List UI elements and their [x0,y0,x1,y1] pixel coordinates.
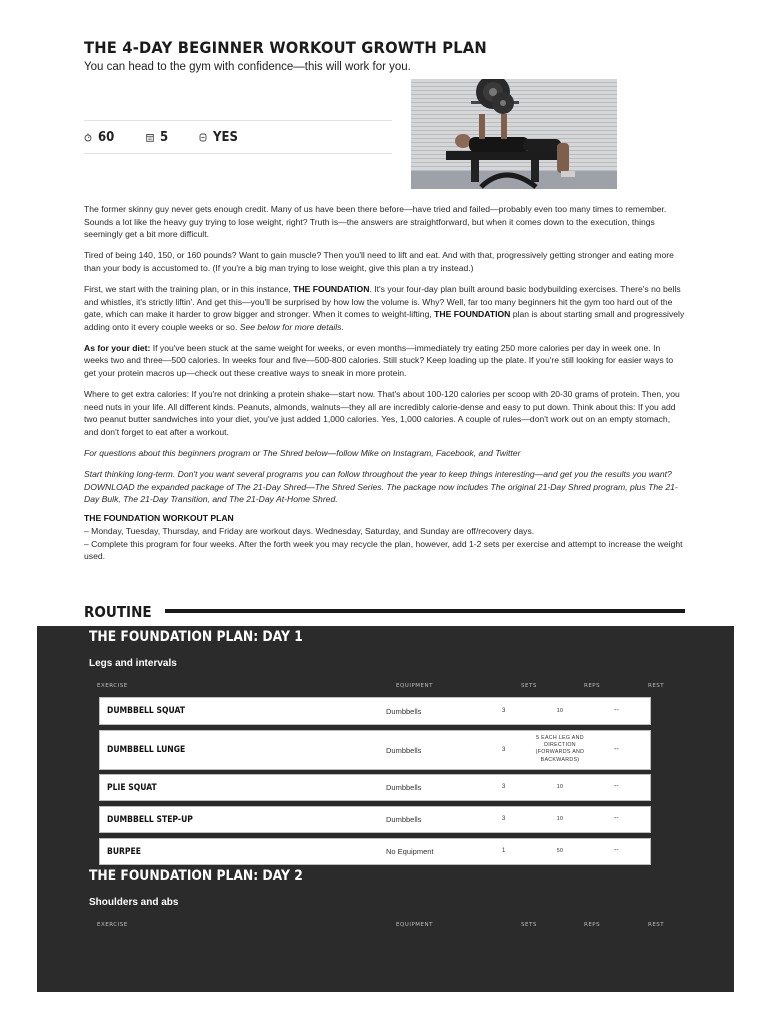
paragraph-training-plan [84,283,685,333]
exercise-name: DUMBBELL STEP-UP [107,815,193,825]
hero-image [411,79,617,189]
exercise-name: DUMBBELL SQUAT [107,706,186,716]
exercise-rest: -- [614,847,619,854]
exercise-sets: 3 [502,784,506,790]
exercise-reps: 10 [556,784,564,790]
duration-stat [84,130,116,145]
text-span: . It's your four-day plan built around basic bodybuilding exercises. There's no bells and whistles, it's strictly liftin'. And get this—you'll be surprised by how low the volume is. Why? Well, far too many beginners hit the gym too hard out of the gate, which can make it harder to grow bigger and stronger. When it comes to weight-lifting, [84,283,681,320]
equipment-value: YES [213,129,239,145]
bench-press-photo [411,79,617,189]
exercise-name: PLIE SQUAT [107,783,157,793]
exercise-equipment: Dumbbells [386,746,422,755]
table-row [99,730,651,770]
more-details-italic: See below for more details. [239,321,344,332]
exercise-reps: 50 [556,848,564,854]
page-title: THE 4-DAY BEGINNER WORKOUT GROWTH PLAN [84,38,487,57]
col-exercise: EXERCISE [97,683,128,689]
calendar-icon [146,133,154,142]
routine-title: ROUTINE [84,603,152,621]
days-stat [146,130,169,145]
col-rest: REST [648,683,665,689]
day1-title: THE FOUNDATION PLAN: DAY 1 [89,629,303,645]
paragraph-plan-details [84,512,685,562]
col-sets: SETS [521,683,537,689]
day2-subtitle: Shoulders and abs [89,897,179,908]
col-rest: REST [648,922,665,928]
table-row [99,838,651,865]
col-equipment: EQUIPMENT [396,922,433,928]
exercise-reps: 10 [556,816,564,822]
exercise-reps: 10 [556,708,564,714]
long-term-italic: Start thinking long-term. Don't you want several programs you can follow throughout the year to keep things interesting—and get you the results you want? DOWNLOAD the expanded package of The 21-Day Shred—The Shred Series. The package now includes The original 21-Day Shred program, plus The 21-Day Bulk, The 21-Day Transition, and The 21-Day At-Home Shred. [84,469,678,505]
plan-heading: THE FOUNDATION WORKOUT PLAN [84,513,234,524]
plan-line-2: – Complete this program for four weeks. After the forth week you may recycle the plan, however, add 1-2 sets per exercise and attempt to increase the weight used. [84,538,683,562]
paragraph-diet [84,342,685,380]
routine-panel [37,626,734,992]
stopwatch-icon [84,133,92,142]
table-row [99,697,651,725]
workout-stats [84,120,392,154]
paragraph-extra-calories: Where to get extra calories: If you're not drinking a protein shake—start now. That's about 100-120 calories per scoop with 20-30 grams of protein. Then, you need nuts in your life. All different kinds. Peanuts, almonds, walnuts—they all are incredibly calorie-dense and easy to put down. Think about this: If you add two peanut butter sandwiches into your diet, you've just added 1,000 calories. Yes, 1,000 calories. A couple of rules—don't work out on an empty stomach, and don't forget to eat after a workout. [84,389,680,437]
dumbbell-icon [199,133,207,142]
exercise-rest: -- [614,815,619,822]
text-span: If you've been stuck at the same weight for weeks, or even months—immediately try eating 250 more calories per day in week one. In weeks two and three—500 calories. In weeks four and five—500-800 calories. Still stuck? Keep loading up the plate. If you're still looking for easier ways to get your protein macros up—check out these creative ways to sneak in more protein. [84,342,674,379]
col-reps: REPS [584,683,601,689]
col-sets: SETS [521,922,537,928]
exercise-equipment: Dumbbells [386,707,422,716]
plan-line-1: – Monday, Tuesday, Thursday, and Friday are workout days. Wednesday, Saturday, and Sunday are off/recovery days. [84,525,535,536]
exercise-equipment: No Equipment [386,847,434,856]
duration-value: 60 [98,129,115,145]
exercise-equipment: Dumbbells [386,815,422,824]
exercise-sets: 3 [502,816,506,822]
routine-divider [165,609,685,613]
days-value: 5 [160,129,169,145]
equipment-stat [199,130,241,145]
page-subtitle: You can head to the gym with confidence—this will work for you. [84,61,411,73]
exercise-sets: 1 [502,848,506,854]
text-span: First, we start with the training plan, or in this instance, [84,283,294,294]
paragraph-long-term [84,468,685,506]
foundation-bold: THE FOUNDATION [434,309,511,320]
exercise-name: DUMBBELL LUNGE [107,745,186,755]
article-body [84,203,685,571]
paragraph-gain-muscle: Tired of being 140, 150, or 160 pounds? Want to gain muscle? Then you'll need to lift and eat. And with that, progressively getting stronger and eating more than your body is accustomed to. (If you're a big man trying to lose weight, give this plan a try instead.) [84,250,674,273]
questions-italic: For questions about this beginners program or The Shred below—follow Mike on Instagram, Facebook, and Twitter [84,448,521,458]
table-row [99,774,651,801]
text-span: plan is about starting small and progressively adding onto it every couple weeks or so. [84,309,685,332]
day2-title: THE FOUNDATION PLAN: DAY 2 [89,868,303,884]
exercise-name: BURPEE [107,847,141,857]
diet-heading: As for your diet: [84,342,151,353]
col-equipment: EQUIPMENT [396,683,433,689]
exercise-rest: -- [614,746,619,753]
exercise-rest: -- [614,783,619,790]
exercise-sets: 3 [502,708,506,714]
col-reps: REPS [584,922,601,928]
exercise-sets: 3 [502,747,506,753]
day1-subtitle: Legs and intervals [89,658,177,669]
foundation-bold: THE FOUNDATION [293,283,370,294]
table-row [99,806,651,833]
exercise-equipment: Dumbbells [386,783,422,792]
paragraph-questions [84,447,685,460]
paragraph-intro: The former skinny guy never gets enough credit. Many of us have been there before—have tried and failed—probably even too many times to remember. Sounds a lot like the heavy guy trying to lose weight, right? Truth is—the answers are straightforward, but when it comes down to the execution, things seemingly get a bit more difficult. [84,204,667,240]
exercise-rest: -- [614,707,619,714]
exercise-reps: 5 EACH LEG AND DIRECTION (FORWARDS AND BACKWARDS) [535,735,585,763]
col-exercise: EXERCISE [97,922,128,928]
